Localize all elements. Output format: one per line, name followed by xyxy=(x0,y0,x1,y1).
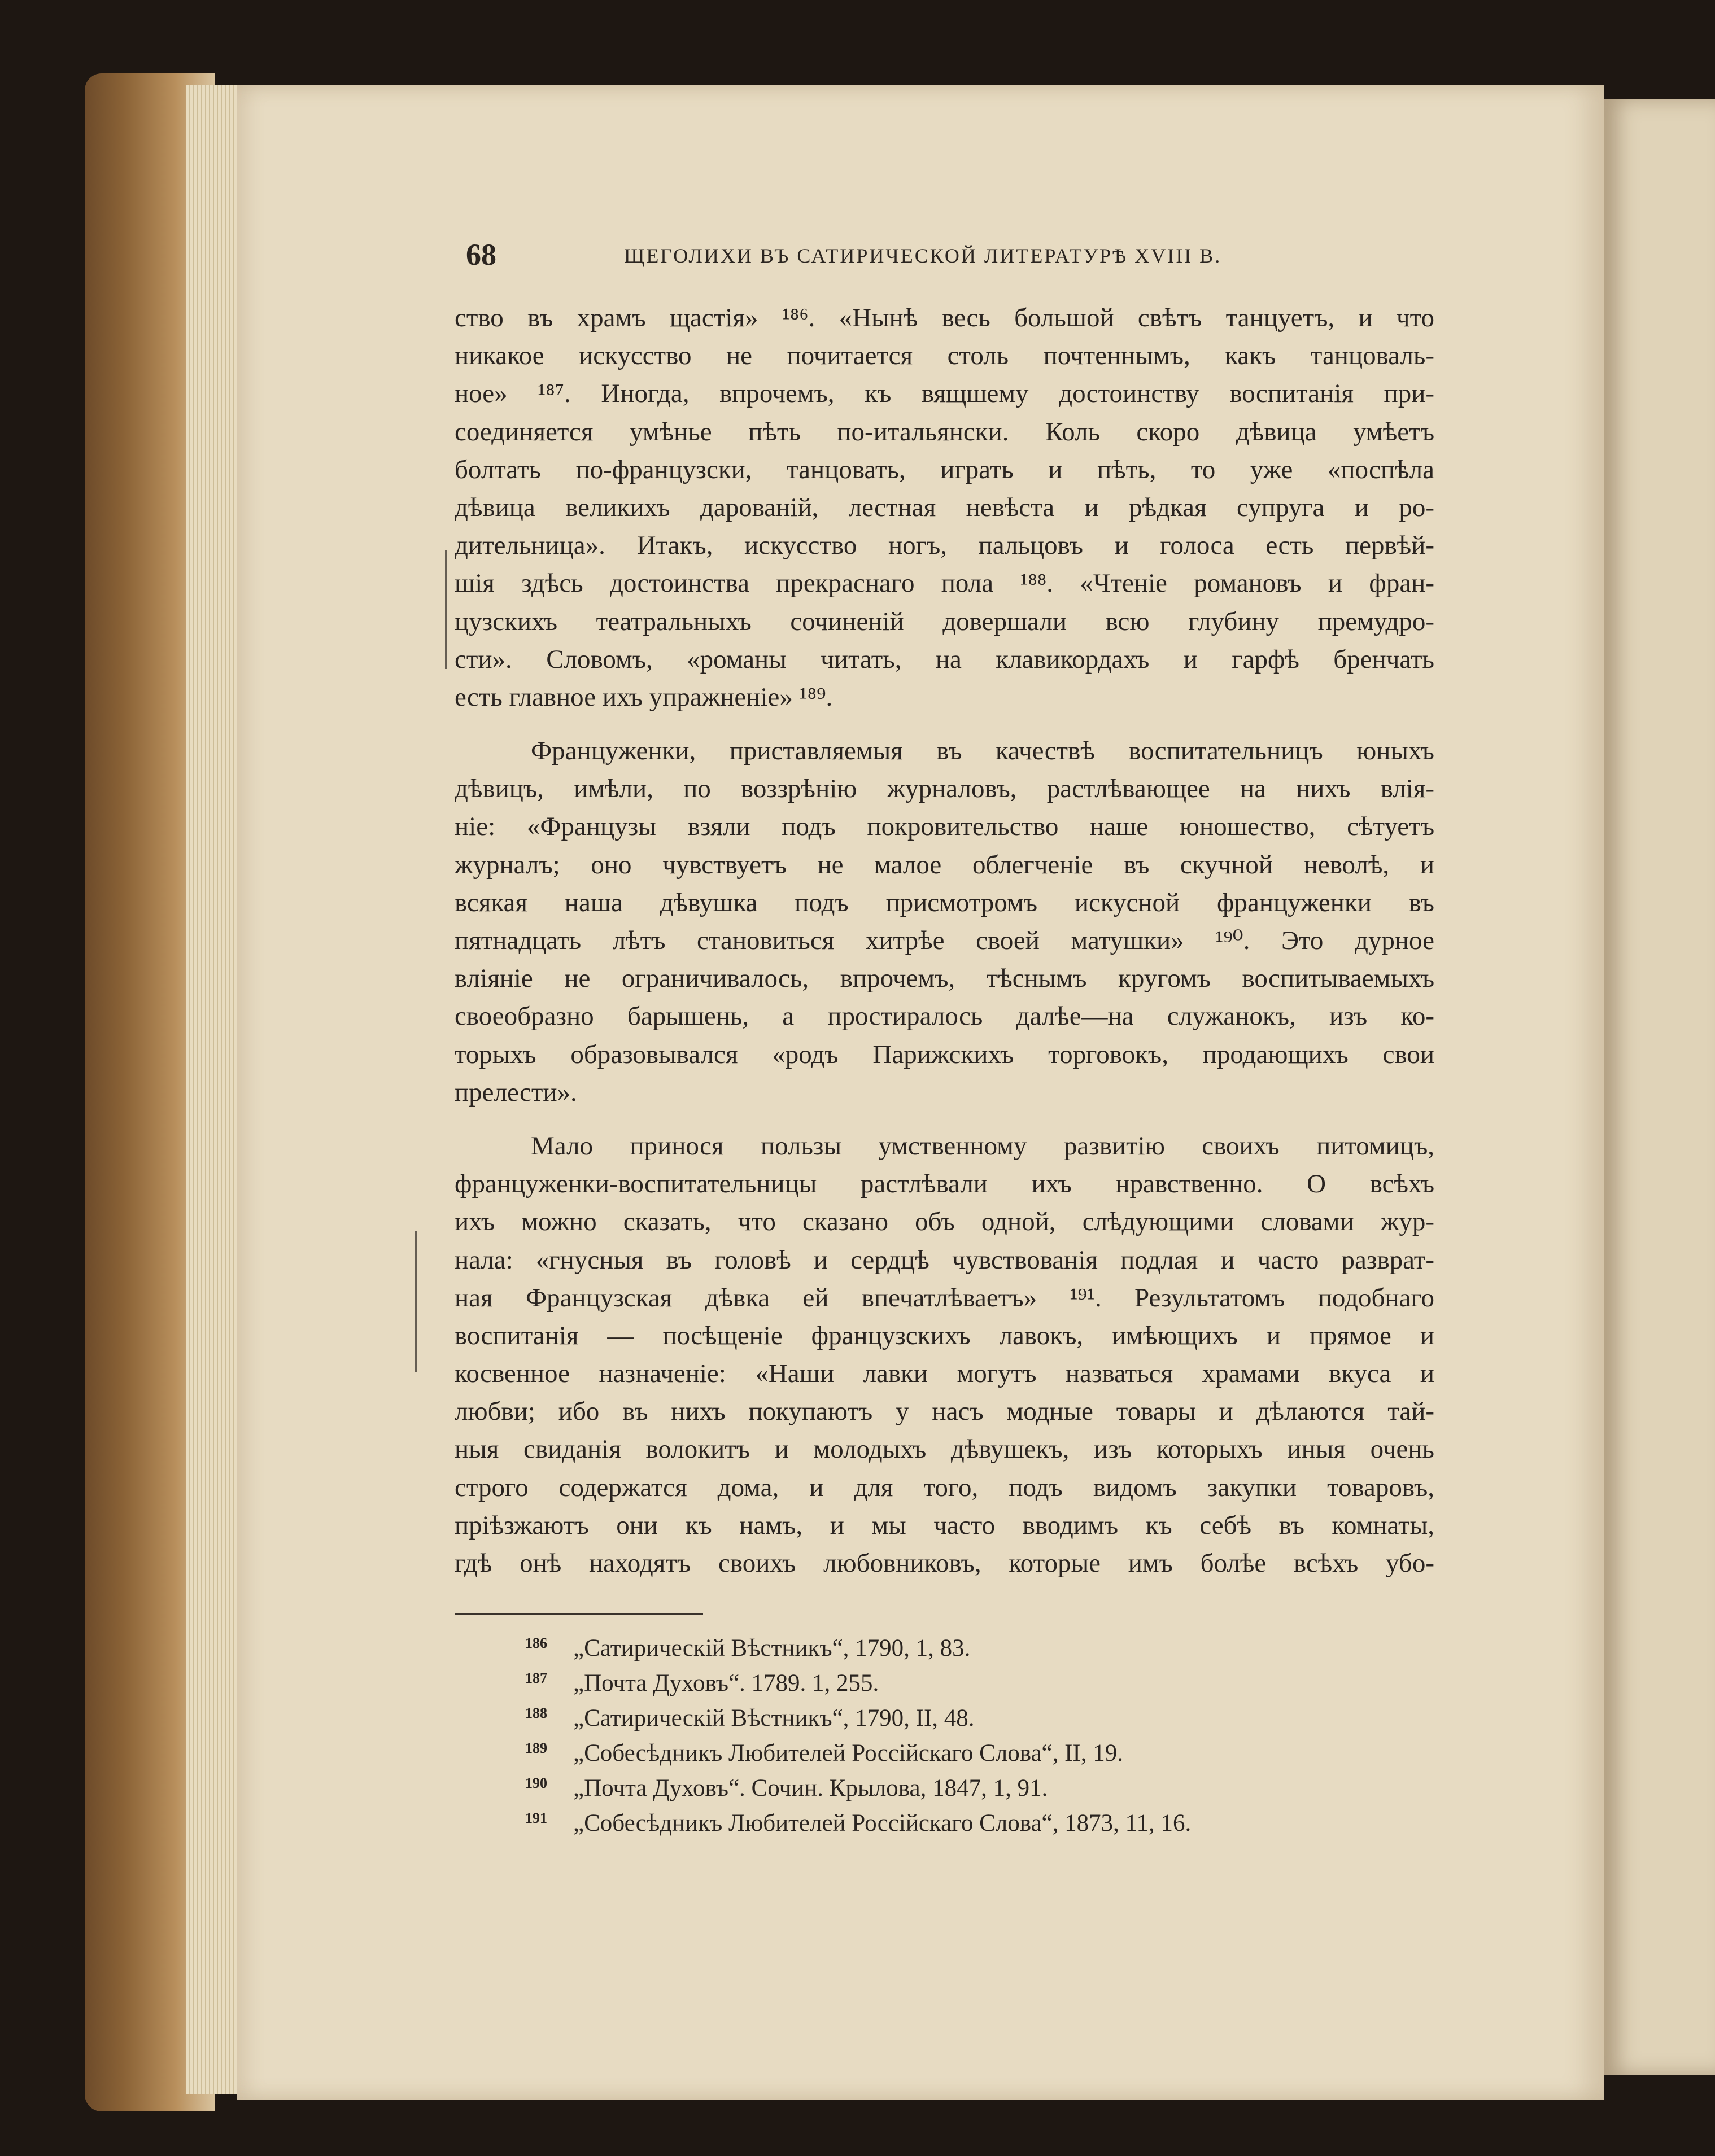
text-line: дѣвица великихъ дарованій, лестная невѣста и рѣдкая супруга и ро- xyxy=(455,492,1434,522)
text-line: Мало принося пользы умственному развитію своихъ питомицъ, xyxy=(531,1131,1434,1161)
footnote-text: „Сатирическій Вѣстникъ“, 1790, II, 48. xyxy=(573,1705,975,1731)
footnotes xyxy=(525,1626,1372,1836)
footnote-number: 187 xyxy=(525,1670,547,1686)
margin-pencil-mark xyxy=(445,550,447,669)
facing-page-edge xyxy=(1604,99,1715,2075)
text-line: дѣвицъ, имѣли, по воззрѣнію журналовъ, растлѣвающее на нихъ влія- xyxy=(455,774,1434,804)
footnote-separator xyxy=(455,1613,703,1615)
text-line: своеобразно барышень, а простиралось далѣе—на служанокъ, изъ ко- xyxy=(455,1002,1434,1031)
text-line: француженки-воспитательницы растлѣвали ихъ нравственно. О всѣхъ xyxy=(455,1169,1434,1199)
footnote-number: 190 xyxy=(525,1775,547,1791)
text-line: пріѣзжаютъ они къ намъ, и мы часто вводимъ къ себѣ въ комнаты, xyxy=(455,1510,1434,1540)
text-line: воспитанія — посѣщеніе французскихъ лавокъ, имѣющихъ и прямое и xyxy=(455,1320,1434,1350)
footnote-text: „Почта Духовъ“. 1789. 1, 255. xyxy=(573,1670,879,1696)
text-line: ніе: «Французы взяли подъ покровительство наше юношество, сѣтуетъ xyxy=(455,812,1434,842)
text-line: ихъ можно сказать, что сказано объ одной, слѣдующими словами жур- xyxy=(455,1207,1434,1237)
footnote-text: „Почта Духовъ“. Сочин. Крылова, 1847, 1, 91. xyxy=(573,1775,1048,1801)
footnote-text: „Собесѣдникъ Любителей Россійскаго Слова“, 1873, 11, 16. xyxy=(573,1810,1192,1836)
text-line: Француженки, приставляемыя въ качествѣ воспитательницъ юныхъ xyxy=(531,736,1434,766)
text-line: шія здѣсь достоинства прекраснаго пола ¹⁸⁸. «Чтеніе романовъ и фран- xyxy=(455,568,1434,598)
text-line: ное» ¹⁸⁷. Иногда, впрочемъ, къ вящшему достоинству воспитанія при- xyxy=(455,379,1434,409)
footnote-number: 189 xyxy=(525,1740,547,1756)
text-line: любви; ибо въ нихъ покупаютъ у насъ модные товары и дѣлаются тай- xyxy=(455,1397,1434,1427)
footnote xyxy=(525,1731,1372,1766)
footnote xyxy=(525,1626,1372,1661)
page-number: 68 xyxy=(466,238,496,272)
text-line: торыхъ образовывался «родъ Парижскихъ торговокъ, продающихъ свои xyxy=(455,1039,1434,1069)
text-line: пятнадцать лѣтъ становиться хитрѣе своей матушки» ¹⁹⁰. Это дурное xyxy=(455,926,1434,955)
footnote-number: 186 xyxy=(525,1635,547,1651)
text-line: журналъ; оно чувствуетъ не малое облегченіе въ скучной неволѣ, и xyxy=(455,850,1434,880)
text-line: ныя свиданія волокитъ и молодыхъ дѣвушекъ, изъ которыхъ иныя очень xyxy=(455,1435,1434,1464)
body-text xyxy=(455,299,1434,1582)
text-line: всякая наша дѣвушка подъ присмотромъ искусной француженки въ xyxy=(455,887,1434,917)
running-title: ЩЕГОЛИХИ ВЪ САТИРИЧЕСКОЙ ЛИТЕРАТУРѢ XVIII В. xyxy=(624,244,1222,267)
text-line: сти». Словомъ, «романы читать, на клавикордахъ и гарфѣ бренчать xyxy=(455,644,1434,674)
footnote xyxy=(525,1801,1372,1836)
text-line: соединяется умѣнье пѣть по-итальянски. Коль скоро дѣвица умѣетъ xyxy=(455,417,1434,447)
footnote xyxy=(525,1766,1372,1801)
margin-pencil-mark xyxy=(415,1231,417,1372)
text-line: цузскихъ театральныхъ сочиненій довершали всю глубину премудро- xyxy=(455,606,1434,636)
text-line: гдѣ онѣ находятъ своихъ любовниковъ, которые имъ болѣе всѣхъ убо- xyxy=(455,1549,1434,1578)
text-line: болтать по-французски, танцовать, играть и пѣть, то уже «поспѣла xyxy=(455,454,1434,484)
text-line: ная Французская дѣвка ей впечатлѣваетъ» ¹⁹¹. Результатомъ подобнаго xyxy=(455,1283,1434,1313)
text-line: есть главное ихъ упражненіе» ¹⁸⁹. xyxy=(455,682,833,712)
footnote-text: „Собесѣдникъ Любителей Россійскаго Слова“, II, 19. xyxy=(573,1740,1124,1766)
text-line: прелести». xyxy=(455,1077,577,1107)
text-line: никакое искусство не почитается столь почтеннымъ, какъ танцоваль- xyxy=(455,341,1434,371)
footnote xyxy=(525,1661,1372,1696)
footnote xyxy=(525,1696,1372,1731)
text-line: косвенное назначеніе: «Наши лавки могутъ назваться храмами вкуса и xyxy=(455,1359,1434,1389)
text-line: строго содержатся дома, и для того, подъ видомъ закупки товаровъ, xyxy=(455,1472,1434,1502)
text-line: вліяніе не ограничивалось, впрочемъ, тѣснымъ кругомъ воспитываемыхъ xyxy=(455,964,1434,994)
text-line: дительница». Итакъ, искусство ногъ, пальцовъ и голоса есть первѣй- xyxy=(455,531,1434,561)
footnote-number: 188 xyxy=(525,1705,547,1721)
text-line: ство въ храмъ щастія» ¹⁸⁶. «Нынѣ весь большой свѣтъ танцуетъ, и что xyxy=(455,303,1434,333)
page-header xyxy=(466,237,1279,288)
footnote-number: 191 xyxy=(525,1810,547,1826)
text-line: нала: «гнусныя въ головѣ и сердцѣ чувствованія подлая и часто разврат- xyxy=(455,1245,1434,1275)
footnote-text: „Сатирическій Вѣстникъ“, 1790, 1, 83. xyxy=(573,1635,971,1661)
